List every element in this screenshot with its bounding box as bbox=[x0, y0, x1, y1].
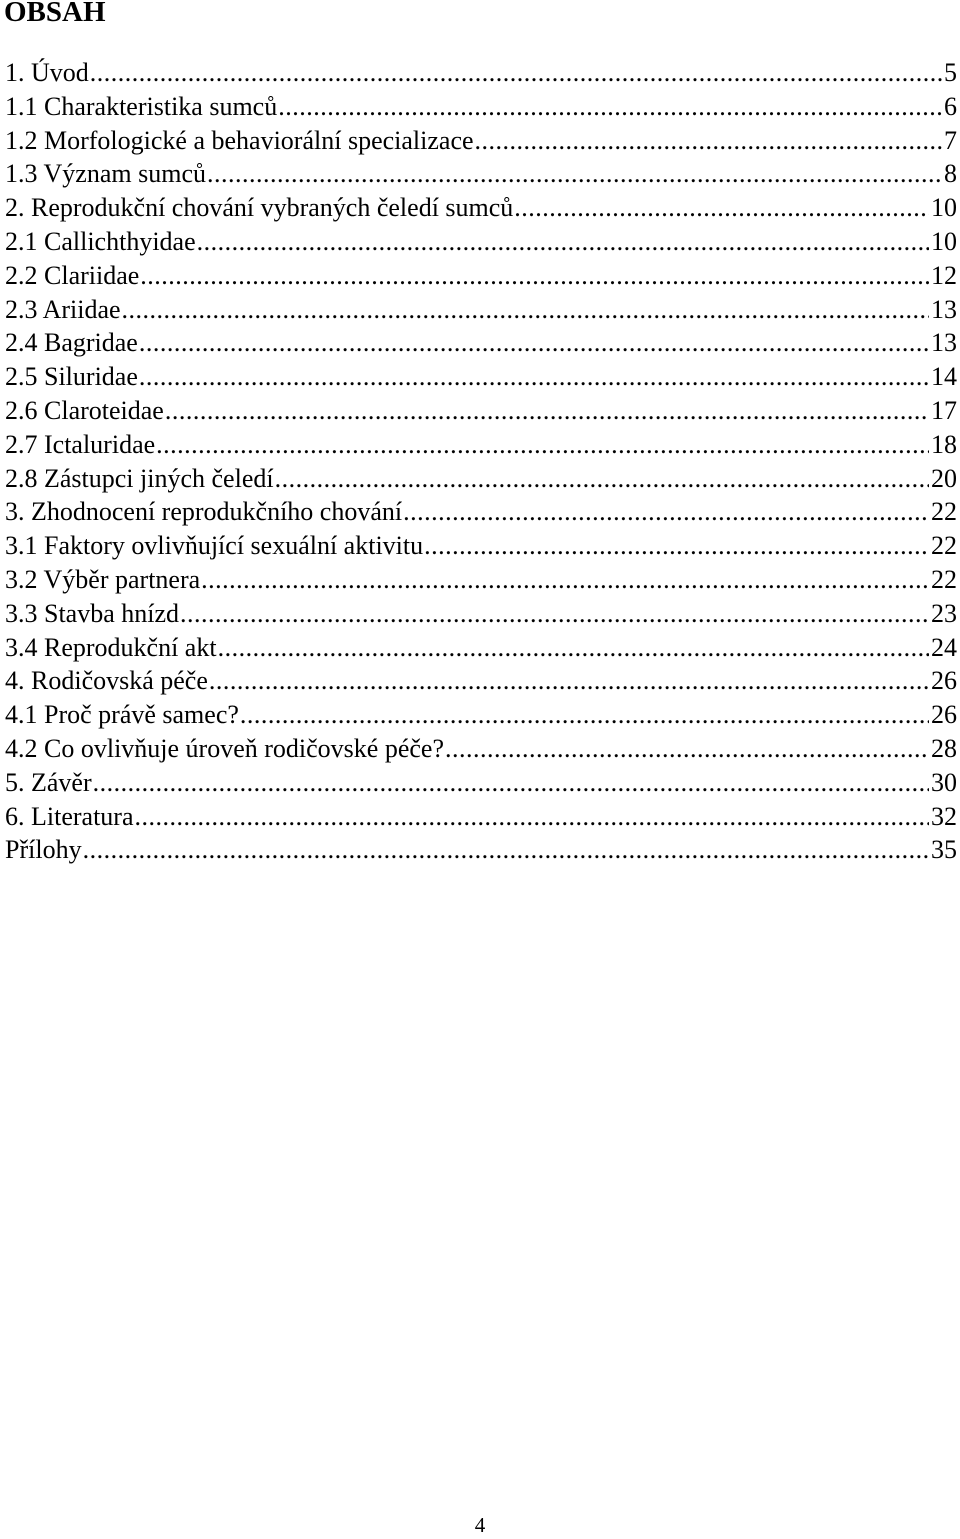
toc-entry-title[interactable]: 4.2 Co ovlivňuje úroveň rodičovské péče? bbox=[5, 733, 444, 763]
toc-entry-page[interactable]: 26 bbox=[931, 700, 957, 730]
toc-entry-page[interactable]: 22 bbox=[931, 497, 957, 527]
toc-entry-title[interactable]: 3.2 Výběr partnera bbox=[5, 564, 201, 594]
toc-dot-leader bbox=[122, 293, 929, 327]
toc-entry[interactable] bbox=[5, 631, 957, 665]
toc-dot-leader bbox=[90, 56, 942, 90]
toc-entry-title[interactable]: 4.1 Proč právě samec? bbox=[5, 700, 239, 730]
toc-dot-leader bbox=[475, 124, 942, 158]
toc-entry[interactable] bbox=[5, 124, 957, 158]
toc-dot-leader bbox=[135, 800, 930, 834]
toc-dot-leader bbox=[207, 157, 942, 191]
toc-entry-title[interactable]: 3.3 Stavba hnízd bbox=[5, 598, 180, 628]
toc-dot-leader bbox=[201, 563, 929, 597]
toc-entry-title[interactable]: 3. Zhodnocení reprodukčního chování bbox=[5, 497, 403, 527]
toc-entry[interactable] bbox=[5, 360, 957, 394]
toc-entry[interactable] bbox=[5, 833, 957, 867]
toc-entry-page[interactable]: 7 bbox=[944, 125, 957, 155]
toc-dot-leader bbox=[93, 766, 929, 800]
toc-dot-leader bbox=[209, 664, 929, 698]
toc-entry-title[interactable]: 5. Závěr bbox=[5, 767, 92, 797]
toc-entry-page[interactable]: 12 bbox=[931, 260, 957, 290]
toc-dot-leader bbox=[424, 529, 929, 563]
toc-entry-page[interactable]: 14 bbox=[931, 362, 957, 392]
toc-dot-leader bbox=[140, 259, 929, 293]
toc-entry-page[interactable]: 24 bbox=[931, 632, 957, 662]
toc-dot-leader bbox=[156, 428, 929, 462]
toc-dot-leader bbox=[403, 495, 929, 529]
toc-entry-page[interactable]: 26 bbox=[931, 666, 957, 696]
toc-entry-title[interactable]: 3.1 Faktory ovlivňující sexuální aktivitu bbox=[5, 531, 424, 561]
toc-entry-page[interactable]: 13 bbox=[931, 328, 957, 358]
table-of-contents bbox=[5, 56, 957, 867]
toc-entry[interactable] bbox=[5, 563, 957, 597]
toc-entry[interactable] bbox=[5, 90, 957, 124]
toc-entry[interactable] bbox=[5, 293, 957, 327]
toc-entry[interactable] bbox=[5, 56, 957, 90]
toc-dot-leader bbox=[445, 732, 929, 766]
toc-entry[interactable] bbox=[5, 529, 957, 563]
toc-dot-leader bbox=[139, 326, 929, 360]
toc-entry[interactable] bbox=[5, 698, 957, 732]
toc-entry[interactable] bbox=[5, 259, 957, 293]
toc-dot-leader bbox=[218, 631, 929, 665]
toc-entry-page[interactable]: 30 bbox=[931, 767, 957, 797]
page-number: 4 bbox=[474, 1513, 486, 1537]
toc-dot-leader bbox=[278, 90, 942, 124]
toc-entry[interactable] bbox=[5, 428, 957, 462]
toc-entry[interactable] bbox=[5, 732, 957, 766]
toc-dot-leader bbox=[514, 191, 929, 225]
toc-dot-leader bbox=[197, 225, 929, 259]
toc-entry-page[interactable]: 32 bbox=[931, 801, 957, 831]
toc-entry[interactable] bbox=[5, 664, 957, 698]
toc-entry-title[interactable]: 1. Úvod bbox=[5, 58, 89, 87]
toc-entry-page[interactable]: 17 bbox=[931, 395, 957, 425]
toc-dot-leader bbox=[180, 597, 929, 631]
toc-entry-title[interactable]: 2.5 Siluridae bbox=[5, 362, 138, 392]
toc-dot-leader bbox=[240, 698, 929, 732]
toc-entry[interactable] bbox=[5, 157, 957, 191]
toc-dot-leader bbox=[275, 462, 929, 496]
toc-entry-page[interactable]: 10 bbox=[931, 193, 957, 223]
toc-entry-page[interactable]: 5 bbox=[944, 58, 957, 87]
toc-entry-page[interactable]: 18 bbox=[931, 429, 957, 459]
toc-entry[interactable] bbox=[5, 597, 957, 631]
toc-entry-page[interactable]: 6 bbox=[944, 91, 957, 121]
toc-entry-title[interactable]: 2.6 Claroteidae bbox=[5, 395, 164, 425]
toc-entry-page[interactable]: 10 bbox=[931, 226, 957, 256]
toc-entry[interactable] bbox=[5, 191, 957, 225]
toc-entry-title[interactable]: 2.7 Ictaluridae bbox=[5, 429, 156, 459]
toc-entry-title[interactable]: 1.3 Význam sumců bbox=[5, 159, 206, 189]
toc-entry-title[interactable]: 6. Literatura bbox=[5, 801, 134, 831]
toc-entry[interactable] bbox=[5, 495, 957, 529]
toc-entry-title[interactable]: 2.3 Ariidae bbox=[5, 294, 121, 324]
toc-entry-title[interactable]: Přílohy bbox=[5, 835, 82, 865]
toc-entry-page[interactable]: 22 bbox=[931, 564, 957, 594]
toc-entry-title[interactable]: 2. Reprodukční chování vybraných čeledí sumců bbox=[5, 193, 514, 223]
toc-entry[interactable] bbox=[5, 326, 957, 360]
toc-entry[interactable] bbox=[5, 766, 957, 800]
toc-dot-leader bbox=[139, 360, 929, 394]
toc-entry-title[interactable]: 1.1 Charakteristika sumců bbox=[5, 91, 278, 121]
toc-entry-page[interactable]: 8 bbox=[944, 159, 957, 189]
toc-entry-title[interactable]: 4. Rodičovská péče bbox=[5, 666, 208, 696]
toc-entry-page[interactable]: 13 bbox=[931, 294, 957, 324]
page-title: OBSAH bbox=[4, 0, 106, 28]
toc-entry-title[interactable]: 2.1 Callichthyidae bbox=[5, 226, 196, 256]
toc-entry-title[interactable]: 1.2 Morfologické a behaviorální specializace bbox=[5, 125, 474, 155]
toc-entry-page[interactable]: 35 bbox=[931, 835, 957, 865]
toc-entry-page[interactable]: 20 bbox=[931, 463, 957, 493]
toc-entry[interactable] bbox=[5, 462, 957, 496]
toc-entry[interactable] bbox=[5, 225, 957, 259]
toc-entry-page[interactable]: 23 bbox=[931, 598, 957, 628]
toc-entry[interactable] bbox=[5, 800, 957, 834]
toc-entry-title[interactable]: 2.2 Clariidae bbox=[5, 260, 140, 290]
toc-entry[interactable] bbox=[5, 394, 957, 428]
toc-dot-leader bbox=[83, 833, 929, 867]
toc-entry-title[interactable]: 2.4 Bagridae bbox=[5, 328, 138, 358]
toc-entry-page[interactable]: 22 bbox=[931, 531, 957, 561]
toc-entry-title[interactable]: 2.8 Zástupci jiných čeledí bbox=[5, 463, 274, 493]
toc-entry-page[interactable]: 28 bbox=[931, 733, 957, 763]
toc-dot-leader bbox=[165, 394, 929, 428]
toc-entry-title[interactable]: 3.4 Reprodukční akt bbox=[5, 632, 217, 662]
